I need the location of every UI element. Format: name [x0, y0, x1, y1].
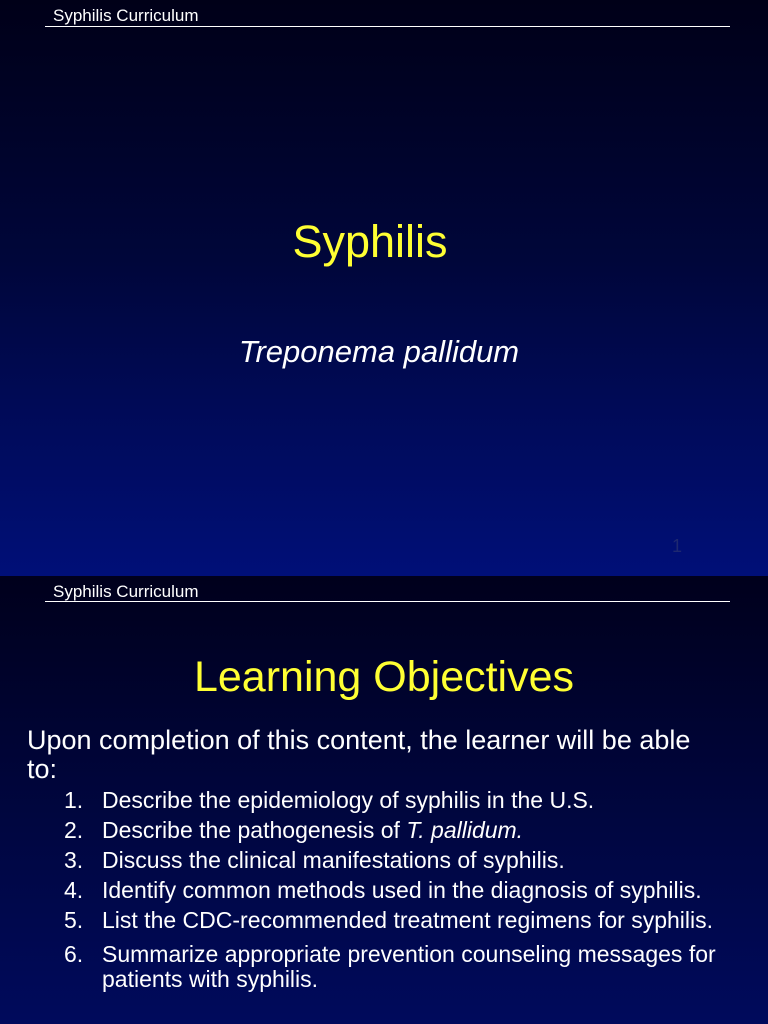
objective-item — [0, 878, 768, 903]
objective-item — [0, 818, 768, 843]
objective-item — [0, 788, 768, 813]
objective-number: 6. — [64, 941, 84, 967]
header-divider — [45, 26, 730, 27]
slide-header: Syphilis Curriculum — [53, 582, 199, 601]
objective-text: Describe the epidemiology of syphilis in the U.S. — [102, 787, 595, 813]
objective-item — [0, 942, 768, 992]
slide-header: Syphilis Curriculum — [53, 6, 199, 25]
objective-number: 3. — [64, 847, 84, 873]
objective-number: 4. — [64, 877, 84, 903]
header-divider — [45, 601, 730, 602]
slide-2 — [0, 576, 768, 1024]
objective-item — [0, 848, 768, 873]
objective-text: Discuss the clinical manifestations of syphilis. — [102, 847, 565, 873]
page-number: 1 — [672, 536, 683, 556]
slide-subtitle: Treponema pallidum — [238, 334, 520, 369]
objective-text: List the CDC-recommended treatment regimens for syphilis. — [102, 907, 714, 933]
objective-text: Summarize appropriate prevention counseling messages for patients with syphilis. — [102, 941, 716, 992]
objective-number: 1. — [64, 787, 84, 813]
slide-title: Syphilis — [292, 216, 448, 267]
objective-number: 5. — [64, 907, 84, 933]
objective-italic-text: T. pallidum. — [406, 817, 524, 843]
objective-item — [0, 908, 768, 933]
objective-text: Identify common methods used in the diagnosis of syphilis. — [102, 877, 702, 903]
objective-number: 2. — [64, 817, 84, 843]
slide-title: Learning Objectives — [193, 653, 575, 701]
intro-text: Upon completion of this content, the learner will be able to: — [27, 725, 691, 784]
objective-text: Describe the pathogenesis of — [102, 817, 407, 843]
objectives-list — [0, 788, 768, 997]
